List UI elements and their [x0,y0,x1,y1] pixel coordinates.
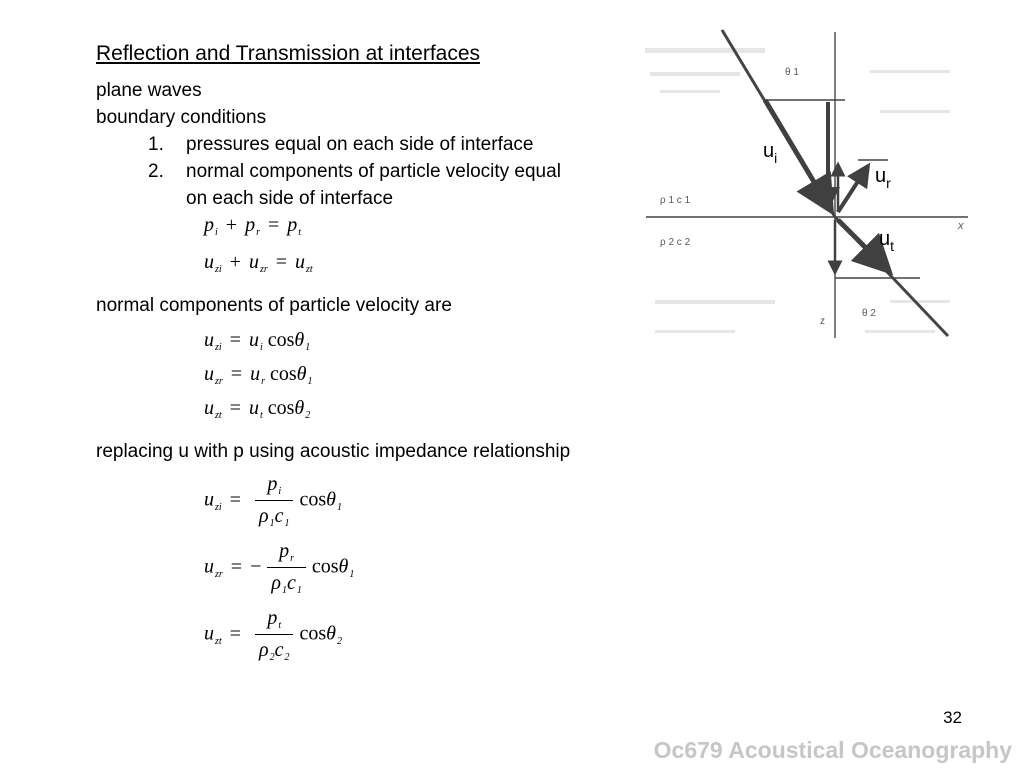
list-number-2: 2. [148,161,164,182]
equation-uzi-cos: $u_{zi} = u_i$ cosθ$_1$ [204,329,311,353]
rho1c1-label: ρ 1 c 1 [660,195,691,206]
ur-label: $u_r$ [875,165,891,191]
equation-uzi-impedance: $u_{zi}$ = $\frac{p_i}{\rho_1c_1}$ cosθ$_1$ [204,473,342,529]
ut-label: $u_t$ [879,228,895,254]
list-item-1: pressures equal on each side of interface [186,134,534,155]
list-number-1: 1. [148,134,164,155]
equation-pressure-continuity: $p_i + p_r = p_t$ [204,214,302,238]
equation-uzr-cos: $u_{zr} = u_r$ cosθ$_1$ [204,363,313,387]
slide-title: Reflection and Transmission at interfaces [96,42,481,65]
theta1-label: θ 1 [785,67,799,78]
text-replacing: replacing u with p using acoustic impedance relationship [96,441,571,462]
text-normal-components: normal components of particle velocity are [96,295,452,316]
equation-uzt-cos: $u_{zt} = u_t$ cosθ$_2$ [204,397,311,421]
x-axis-label: x [958,220,964,232]
text-boundary-conditions: boundary conditions [96,107,267,128]
footer-course-title: Oc679 Acoustical Oceanography [653,737,1012,763]
equation-uzt-impedance: $u_{zt}$ = $\frac{p_t}{\rho_2c_2}$ cosθ$_2$ [204,607,342,663]
z-axis-label: z [820,316,825,327]
equation-uzr-impedance: $u_{zr}$ = − $\frac{p_r}{\rho_1c_1}$ cosθ$_1$ [204,540,355,596]
reflected-velocity-arrow [838,166,868,212]
list-item-2: normal components of particle velocity equal [186,161,561,182]
list-item-2-continuation: on each side of interface [186,188,394,209]
theta2-label: θ 2 [862,308,876,319]
ui-label: $u_i$ [763,140,778,166]
text-plane-waves: plane waves [96,80,202,101]
page-number: 32 [943,708,962,727]
equation-velocity-continuity: $u_{zi} + u_{zr} = u_{zt}$ [204,251,313,275]
rho2c2-label: ρ 2 c 2 [660,237,691,248]
